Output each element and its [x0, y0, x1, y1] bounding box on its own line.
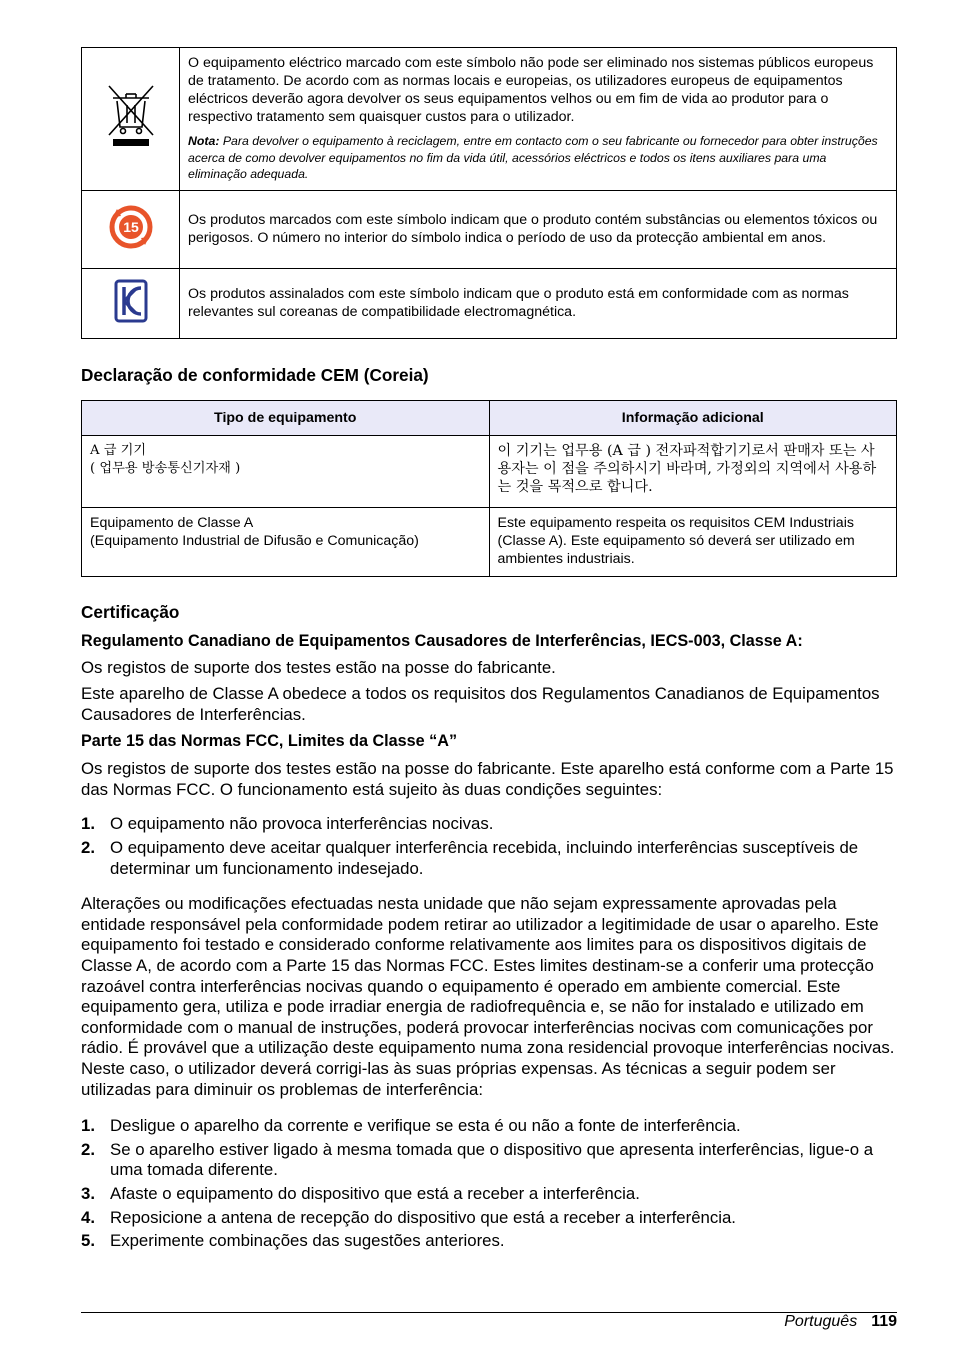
list-item — [81, 1184, 897, 1205]
list-number: 2. — [81, 1139, 95, 1159]
table-header-row — [82, 400, 897, 435]
page-number: 119 — [871, 1313, 897, 1330]
weee-text: O equipamento eléctrico marcado com este símbolo não pode ser eliminado nos sistemas públicos europeus de tratamento. De acordo com as normas locais e europeias, os utilizadores europeus de equipamentos eléctricos deverão agora devolver os seus equipamentos velhos ou em fim de vida ao produtor para o respectivo tratamento sem quaisquer custos para o utilizador. — [188, 55, 874, 125]
symbol-cell — [82, 190, 180, 268]
footer-divider — [81, 1312, 897, 1313]
list-item — [81, 814, 897, 835]
list-text: Reposicione a antena de recepção do dispositivo que está a receber a interferência. — [110, 1207, 736, 1227]
list-text: Se o aparelho estiver ligado à mesma tomada que o dispositivo que apresenta interferências, ligue-o a uma tomada diferente. — [110, 1139, 874, 1180]
table-cell — [82, 507, 490, 576]
table-row — [82, 507, 897, 576]
list-number: 2. — [81, 838, 95, 858]
efup-number: 15 — [122, 218, 139, 235]
list-text: O equipamento deve aceitar qualquer interferência recebida, incluindo interferências susceptíveis de determinar um funcionamento indesejado. — [110, 838, 859, 878]
symbol-description — [180, 48, 897, 191]
note-text: Para devolver o equipamento à reciclagem, entre em contacto com o seu fabricante ou fornecedor para obter instruções acerca de como devolver equipamentos no fim da vida útil, acessórios eléctricos e todos os itens auxiliares para uma eliminação adequada. — [188, 134, 878, 181]
table-cell: Este equipamento respeita os requisitos CEM Industriais (Classe A). Este equipamento só deverá ser utilizado em ambientes industriais. — [489, 507, 897, 576]
table-row — [82, 435, 897, 507]
equipment-type-line: A 급 기기 — [90, 442, 147, 458]
list-number: 1. — [81, 814, 95, 834]
symbols-table — [81, 47, 897, 339]
techniques-list — [81, 1116, 897, 1252]
table-row — [82, 190, 897, 268]
page-content — [81, 47, 897, 1252]
list-text: Afaste o equipamento do dispositivo que está a receber a interferência. — [110, 1183, 640, 1203]
column-header: Tipo de equipamento — [82, 400, 490, 435]
equipment-type-line: (Equipamento Industrial de Difusão e Comunicação) — [90, 532, 419, 549]
certification-title: Certificação — [81, 601, 180, 622]
symbol-description: Os produtos marcados com este símbolo indicam que o produto contém substâncias ou elementos tóxicos ou perigosos. O número no interior do símbolo indica o período de uso da protecção ambiental em anos. — [180, 190, 897, 268]
canada-paragraph: Os registos de suporte dos testes estão na posse do fabricante. — [81, 657, 556, 677]
fcc-paragraph: Os registos de suporte dos testes estão na posse do fabricante. Este aparelho está conforme com a Parte 15 das Normas FCC. O funcionamento está sujeito às duas condições seguintes: — [81, 759, 894, 799]
list-text: O equipamento não provoca interferências nocivas. — [110, 814, 494, 834]
footer-language: Português — [784, 1313, 858, 1330]
list-number: 4. — [81, 1207, 95, 1227]
list-text: Experimente combinações das sugestões anteriores. — [110, 1231, 505, 1251]
fcc-paragraph: Alterações ou modificações efectuadas nesta unidade que não sejam expressamente aprovadas pela entidade responsável pela conformidade podem retirar ao utilizador a legitimidade de usar o aparelho. Este equipamento foi testado e considerado conforme relativamente aos limites para os dispositivos digitais de Classe A, de acordo com a Parte 15 das Normas FCC. Estes limites destinam-se a conferir uma protecção razoável contra interferências nocivas quando o equipamento é operado em ambiente comercial. Este equipamento gera, utiliza e pode irradiar energia de radiofrequência e, se não for instalado e utilizado em conformidade com o manual de instruções, poderá provocar interferências nocivas com comunicações por rádio. É provável que a utilização deste equipamento numa zona residencial provoque interferências nocivas. Neste caso, o utilizador deverá corrigi-las às suas próprias expensas. As técnicas a seguir podem ser utilizadas para diminuir os problemas de interferência: — [81, 894, 895, 1099]
list-number: 5. — [81, 1231, 95, 1251]
list-item — [81, 838, 897, 879]
cem-table — [81, 400, 897, 577]
list-text: Desligue o aparelho da corrente e verifique se esta é ou não a fonte de interferência. — [110, 1116, 741, 1136]
kc-mark-icon — [114, 279, 148, 323]
conditions-list — [81, 814, 897, 879]
table-cell — [82, 435, 490, 507]
table-row — [82, 48, 897, 191]
canada-heading: Regulamento Canadiano de Equipamentos Causadores de Interferências, IECS-003, Classe A: — [81, 631, 803, 650]
symbol-description: Os produtos assinalados com este símbolo indicam que o produto está em conformidade com as normas relevantes sul coreanas de compatibilidade electromagnética. — [180, 268, 897, 338]
table-row — [82, 268, 897, 338]
note-label: Nota: — [188, 134, 220, 148]
weee-crossed-bin-icon — [106, 83, 156, 149]
column-header: Informação adicional — [489, 400, 897, 435]
list-item — [81, 1231, 897, 1252]
list-item — [81, 1116, 897, 1137]
list-item — [81, 1208, 897, 1229]
symbol-cell — [82, 48, 180, 191]
canada-paragraph: Este aparelho de Classe A obedece a todos os requisitos dos Regulamentos Canadianos de Equipamentos Causadores de Interferências. — [81, 684, 880, 724]
fcc-heading: Parte 15 das Normas FCC, Limites da Classe “A” — [81, 732, 458, 751]
list-number: 3. — [81, 1183, 95, 1203]
cem-section-title: Declaração de conformidade CEM (Coreia) — [81, 364, 429, 385]
weee-note — [188, 133, 888, 183]
equipment-type-line: ( 업무용 방송통신기자재 ) — [90, 460, 241, 476]
symbol-cell — [82, 268, 180, 338]
equipment-type-line: Equipamento de Classe A — [90, 514, 254, 531]
list-number: 1. — [81, 1116, 95, 1136]
page-footer — [784, 1312, 897, 1332]
efup-15-icon — [107, 203, 155, 251]
list-item — [81, 1140, 897, 1181]
table-cell: 이 기기는 업무용 (A 급 ) 전자파적합기기로서 판매자 또는 사용자는 이 점을 주의하시기 바라며, 가정외의 지역에서 사용하는 것을 목적으로 합니다. — [489, 435, 897, 507]
